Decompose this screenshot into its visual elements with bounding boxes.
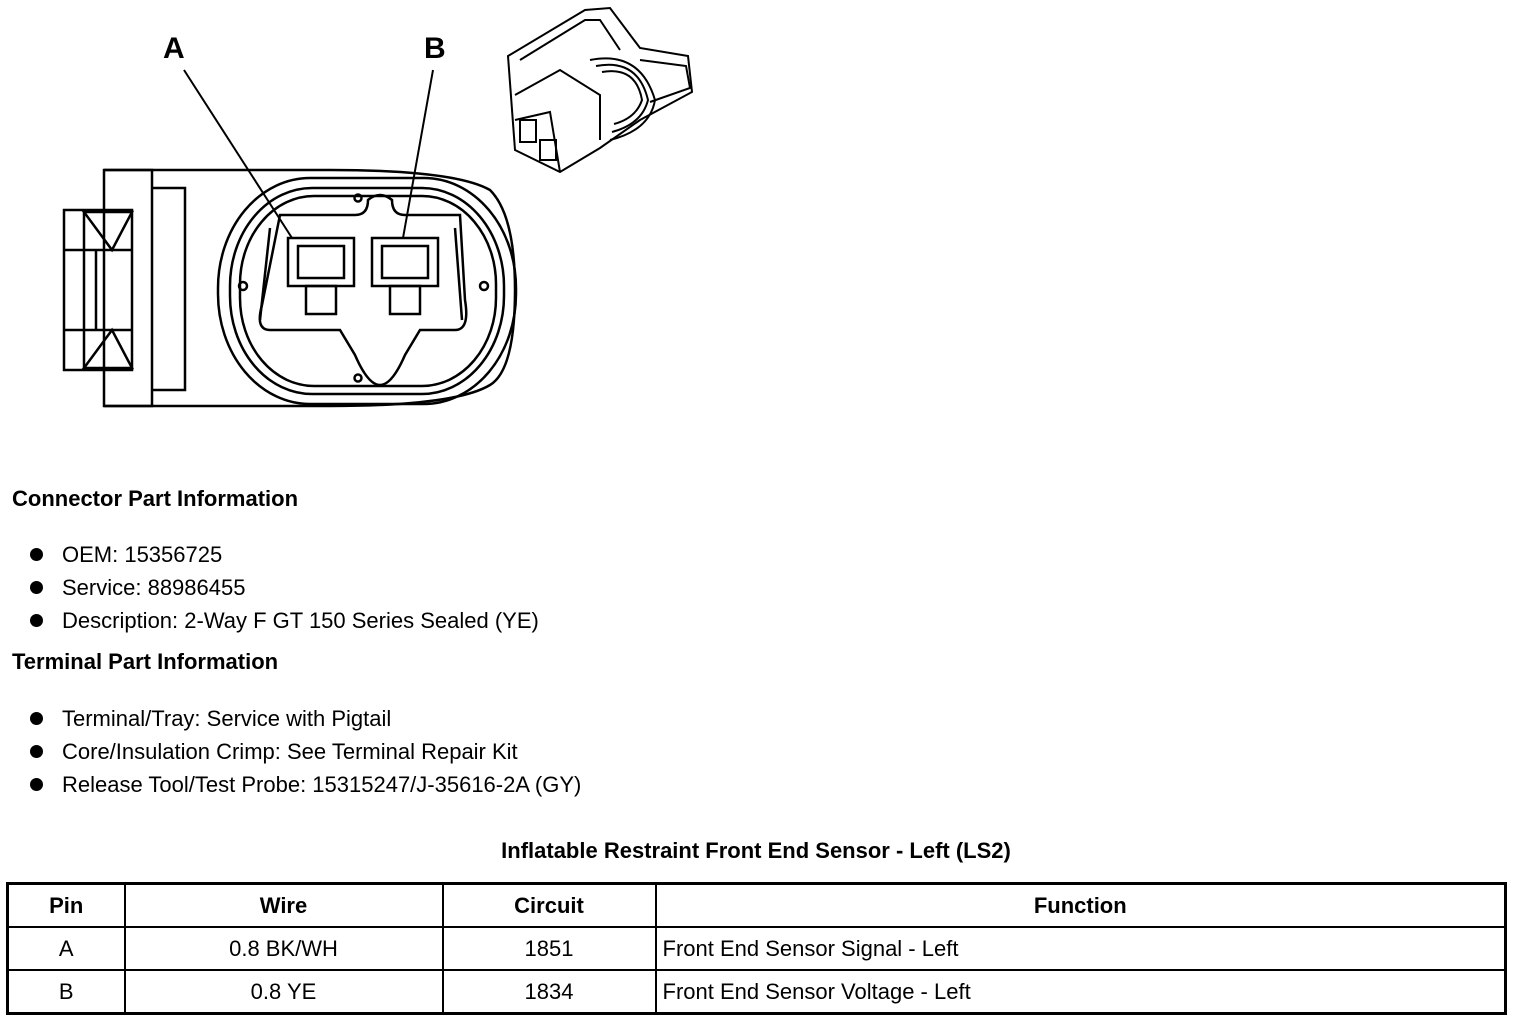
col-header-wire: Wire bbox=[125, 884, 443, 928]
bullet-icon bbox=[30, 614, 43, 627]
connector-diagram bbox=[0, 0, 720, 430]
pinout-table bbox=[6, 882, 1507, 1015]
bullet-icon bbox=[30, 548, 43, 561]
list-item: Release Tool/Test Probe: 15315247/J-35616-2A (GY) bbox=[30, 768, 581, 801]
list-item: Core/Insulation Crimp: See Terminal Repair Kit bbox=[30, 735, 581, 768]
table-row bbox=[8, 927, 1506, 970]
cell-pin: A bbox=[8, 927, 125, 970]
callout-line-b bbox=[403, 70, 433, 238]
terminal-info-heading: Terminal Part Information bbox=[12, 649, 279, 674]
bullet-icon bbox=[30, 778, 43, 791]
bullet-icon bbox=[30, 581, 43, 594]
label-b: B bbox=[424, 32, 446, 65]
table-row bbox=[8, 970, 1506, 1014]
cell-function: Front End Sensor Signal - Left bbox=[656, 927, 1506, 970]
bullet-icon bbox=[30, 745, 43, 758]
cell-wire: 0.8 YE bbox=[125, 970, 443, 1014]
list-item: Service: 88986455 bbox=[30, 571, 539, 604]
table-title: Inflatable Restraint Front End Sensor - Left (LS2) bbox=[501, 838, 1011, 863]
list-item: Description: 2-Way F GT 150 Series Sealed (YE) bbox=[30, 604, 539, 637]
cell-circuit: 1851 bbox=[443, 927, 656, 970]
cell-wire: 0.8 BK/WH bbox=[125, 927, 443, 970]
terminal-info-list bbox=[30, 702, 581, 801]
cell-pin: B bbox=[8, 970, 125, 1014]
col-header-circuit: Circuit bbox=[443, 884, 656, 928]
list-item: Terminal/Tray: Service with Pigtail bbox=[30, 702, 581, 735]
table-header-row bbox=[8, 884, 1506, 928]
col-header-pin: Pin bbox=[8, 884, 125, 928]
callout-line-a bbox=[184, 70, 292, 238]
cell-function: Front End Sensor Voltage - Left bbox=[656, 970, 1506, 1014]
connector-iso-view bbox=[508, 8, 692, 172]
col-header-function: Function bbox=[656, 884, 1506, 928]
bullet-icon bbox=[30, 712, 43, 725]
list-item: OEM: 15356725 bbox=[30, 538, 539, 571]
connector-info-heading: Connector Part Information bbox=[12, 486, 299, 511]
connector-seal bbox=[260, 195, 466, 385]
label-a: A bbox=[163, 32, 185, 65]
connector-info-list bbox=[30, 538, 539, 637]
cell-circuit: 1834 bbox=[443, 970, 656, 1014]
